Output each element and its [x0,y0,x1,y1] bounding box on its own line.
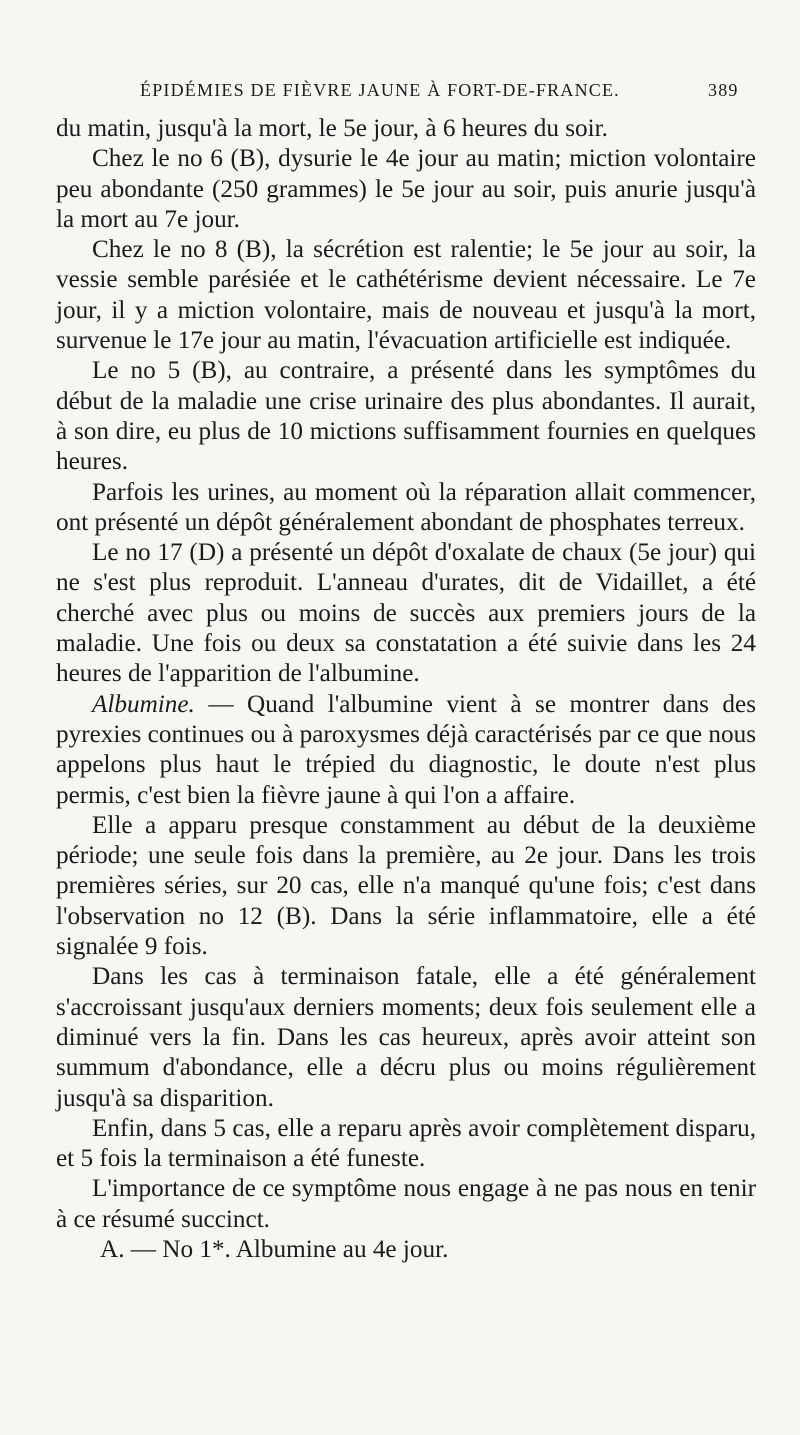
paragraph: Elle a apparu presque constamment au début de la deuxième période; une seule fois dans la première, au 2e jour. Dans les trois premières séries, sur 20 cas, elle n'a manqué qu'une fois; c'est dans l'observation no 12 (B). Dans la série inflammatoire, elle a été signalée 9 fois. [56,811,756,961]
paragraph: Chez le no 8 (B), la sécrétion est ralentie; le 5e jour au soir, la vessie semble parésiée et le cathétérisme devient nécessaire. Le 7e jour, il y a miction volontaire, mais de nouveau et jusqu'à la mort, survenue le 17e jour au matin, l'évacuation artificielle est indiquée. [56,236,756,355]
paragraph: Le no 17 (D) a présenté un dépôt d'oxalate de chaux (5e jour) qui ne s'est plus reproduit. L'anneau d'urates, dit de Vidaillet, a été cherché avec plus ou moins de succès aux premiers jours de la maladie. Une fois ou deux sa constatation a été suivie dans les 24 heures de l'apparition de l'albumine. [56,539,756,688]
page-number: 389 [708,80,739,100]
running-title: ÉPIDÉMIES DE FIÈVRE JAUNE À FORT-DE-FRANCE. [140,80,620,100]
section-heading: Albumine. [92,690,195,718]
paragraph-text: — Quand l'albumine vient à se montrer dans des pyrexies continues ou à paroxysmes déjà caractérisés par ce que nous appelons plus haut le trépied du diagnostic, le doute n'est plus permis, c'est bien la fièvre jaune à qui l'on a affaire. [56,690,756,809]
paragraph [56,690,756,811]
paragraph: Chez le no 6 (B), dysurie le 4e jour au matin; miction volontaire peu abondante (250 grammes) le 5e jour au soir, puis anurie jusqu'à la mort au 7e jour. [56,145,756,233]
paragraph: L'importance de ce symptôme nous engage à ne pas nous en tenir à ce résumé succinct. [56,1175,756,1233]
paragraph: A. — No 1*. Albumine au 4e jour. [100,1235,449,1263]
paragraph: Enfin, dans 5 cas, elle a reparu après avoir complètement disparu, et 5 fois la terminaison a été funeste. [56,1114,756,1173]
paragraph: du matin, jusqu'à la mort, le 5e jour, à 6 heures du soir. [56,115,608,142]
paragraph: Parfois les urines, au moment où la réparation allait commencer, ont présenté un dépôt généralement abondant de phosphates terreux. [56,478,756,536]
paragraph: Dans les cas à terminaison fatale, elle a été généralement s'accroissant jusqu'aux derniers moments; deux fois seulement elle a diminué vers la fin. Dans les cas heureux, après avoir atteint son summum d'abondance, elle a décru plus ou moins régulièrement jusqu'à sa disparition. [56,963,756,1112]
body-text [56,114,756,1265]
paragraph: Le no 5 (B), au contraire, a présenté dans les symptômes du début de la maladie une crise urinaire des plus abondantes. Il aurait, à son dire, eu plus de 10 mictions suffisamment fournies en quelques heures. [56,357,756,476]
